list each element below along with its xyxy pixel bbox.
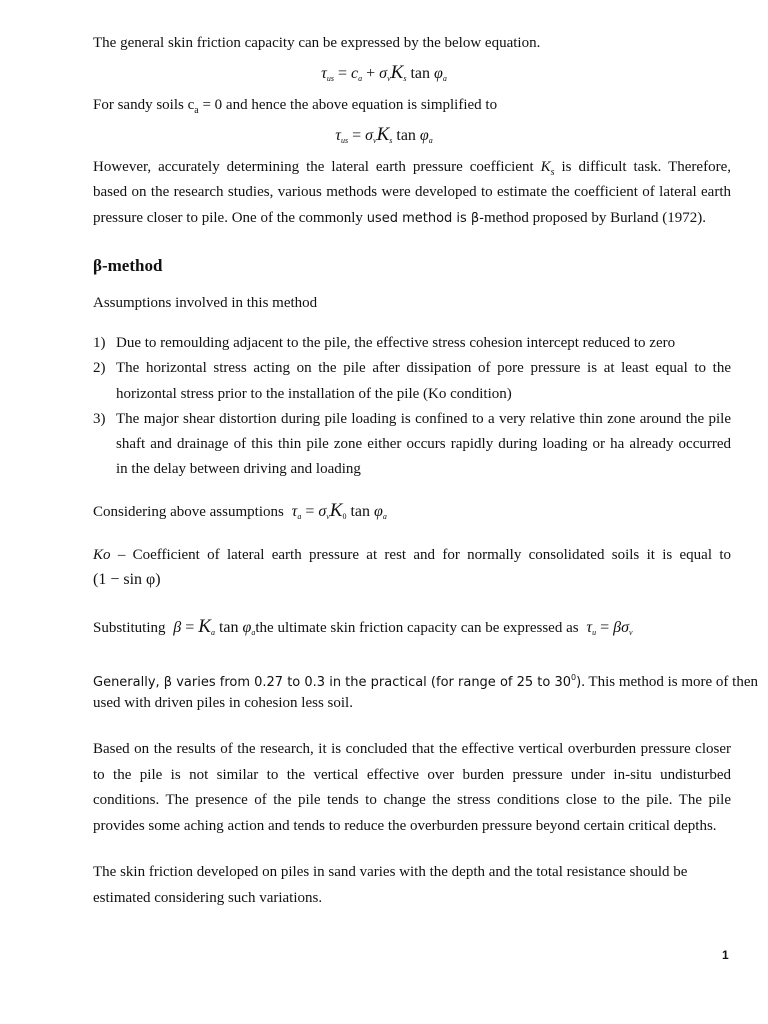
equation-skin-friction-general: $\tau_{us} = c_a + \sigma_vK_s$ $\tan \varphi_a$ bbox=[321, 62, 447, 83]
paragraph-considering: Considering above assumptions $\tau_a = \sigma_vK_0$ $\tan \varphi_a$ bbox=[93, 500, 387, 521]
paragraph-based-line-3: conditions. The presence of the pile tends to change the stress conditions close to the pile. The pile bbox=[93, 792, 731, 808]
equation-skin-friction-sandy: $\tau_{us} = \sigma_vK_s$ $\tan \varphi_a$ bbox=[335, 124, 433, 145]
paragraph-based-line-4: provides some aching action and tends to reduce the overburden pressure beyond certain critical depths. bbox=[93, 818, 717, 834]
list-item-number: 1) bbox=[93, 335, 106, 351]
section-heading-beta-method: β-method bbox=[93, 256, 163, 275]
list-item-text: The horizontal stress acting on the pile after dissipation of pore pressure is at least equal to the bbox=[116, 360, 731, 376]
list-item-text: in the delay between driving and loading bbox=[116, 461, 361, 477]
paragraph-however-line-1: However, accurately determining the lateral earth pressure coefficient $K_s$ is difficult task. Therefore, bbox=[93, 159, 731, 178]
list-item-text: horizontal stress prior to the installation of the pile (Ko condition) bbox=[116, 386, 512, 402]
paragraph-generally-line-1: Generally, β varies from 0.27 to 0.3 in the practical (for range of 25 to $30^0$). This method is more of then bbox=[93, 673, 758, 690]
equation-beta: $\beta = K_a$ $\tan \varphi_a$ bbox=[173, 616, 256, 637]
page-number: 1 bbox=[722, 948, 729, 962]
list-item-number: 3) bbox=[93, 411, 106, 427]
paragraph-however-line-3: pressure closer to pile. One of the commonly used method is β-method proposed by Burland (1972). bbox=[93, 210, 706, 226]
assumptions-intro: Assumptions involved in this method bbox=[93, 295, 318, 311]
paragraph-skin-line-1: The skin friction developed on piles in sand varies with the depth and the total resistance should be bbox=[93, 864, 688, 880]
paragraph-based-line-1: Based on the results of the research, it is concluded that the effective vertical overburden pressure closer bbox=[93, 741, 731, 757]
list-item-text: Due to remoulding adjacent to the pile, the effective stress cohesion intercept reduced to zero bbox=[116, 335, 676, 351]
list-item-number: 2) bbox=[93, 360, 106, 376]
equation-tau-u: $\tau_u = \beta\sigma_v$ bbox=[586, 619, 633, 637]
paragraph-substituting: Substituting $\beta = K_a$ $\tan \varphi_athe$ ultimate skin friction capacity can be expressed as $\tau_u = \beta\sigma_v$ bbox=[93, 616, 633, 637]
paragraph-skin-line-2: estimated considering such variations. bbox=[93, 890, 323, 906]
paragraph-ko-line-2: (1 − sin φ) bbox=[93, 571, 161, 588]
list-item-text: The major shear distortion during pile loading is confined to a very relative thin zone around the pile bbox=[116, 411, 731, 427]
paragraph-generally-line-2: used with driven piles in cohesion less soil. bbox=[93, 695, 353, 711]
paragraph-general-intro: The general skin friction capacity can be expressed by the below equation. bbox=[93, 35, 541, 51]
paragraph-sandy-soils: For sandy soils $c_a = 0$ and hence the above equation is simplified to bbox=[93, 97, 498, 116]
paragraph-ko-line-1: Ko – Coefficient of lateral earth pressure at rest and for normally consolidated soils it is equal to bbox=[93, 547, 731, 563]
paragraph-however-line-2: based on the research studies, various methods were developed to estimate the coefficient of lateral earth bbox=[93, 184, 731, 200]
list-item-text: shaft and drainage of this thin pile zone either occurs rapidly during loading or ha already occurred bbox=[116, 436, 731, 452]
equation-tau-a: $\tau_a = \sigma_vK_0$ $\tan \varphi_a$ bbox=[291, 500, 387, 521]
paragraph-based-line-2: to the pile is not similar to the vertical effective over burden pressure under in-situ undisturbed bbox=[93, 767, 731, 783]
